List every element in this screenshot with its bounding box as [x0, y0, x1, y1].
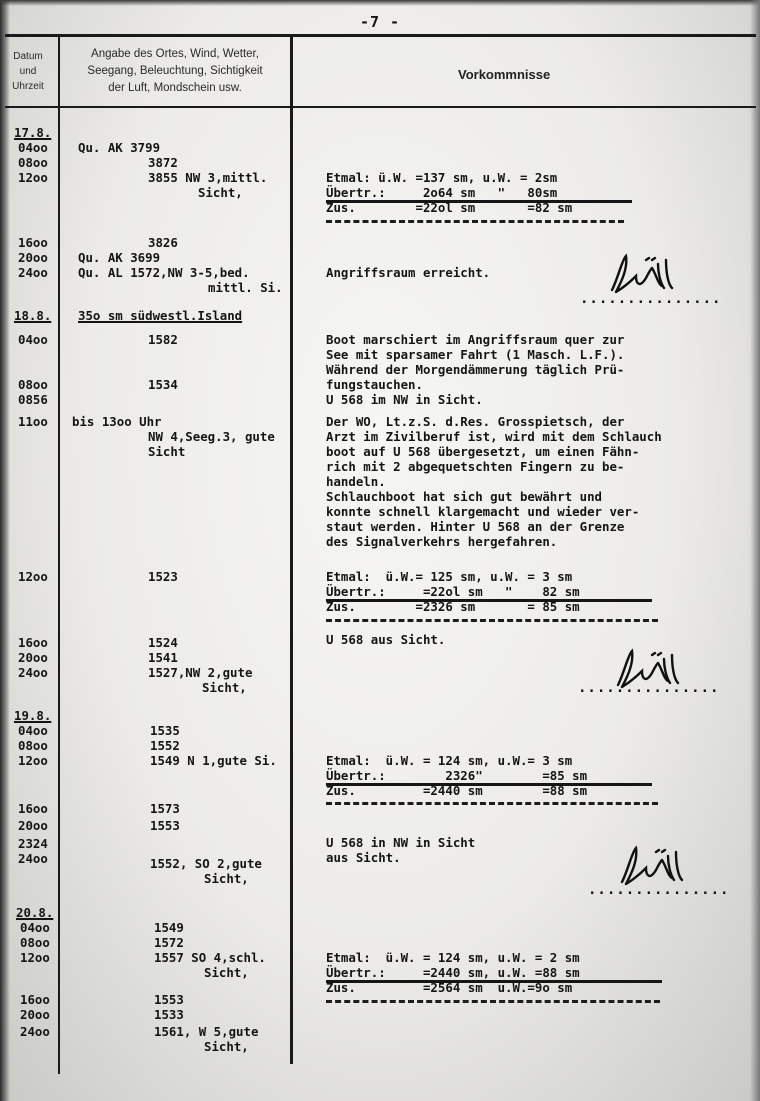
- signature-dots: ...............: [580, 291, 722, 307]
- location-row: 1553: [150, 818, 180, 833]
- column-divider-1: [58, 34, 60, 1074]
- header-col-events: Vorkommnisse: [458, 67, 551, 82]
- header-top-rule: [5, 34, 756, 37]
- event-text: boot auf U 568 übergesetzt, um einen Fähn-: [326, 444, 640, 459]
- location-row: 1549 N 1,gute Si.: [150, 753, 277, 768]
- event-text: Der WO, Lt.z.S. d.Res. Grosspietsch, der: [326, 414, 625, 429]
- time-row: 04oo: [18, 140, 48, 155]
- time-row: 24oo: [18, 265, 48, 280]
- time-row: 24oo: [18, 665, 48, 680]
- event-text: Angriffsraum erreicht.: [326, 265, 491, 280]
- location-row: 1552: [150, 738, 180, 753]
- location-row: Qu. AK 3799: [78, 140, 161, 155]
- zus-line: Zus. =2564 sm u.W.=9o sm: [326, 980, 573, 995]
- location-row: 1534: [148, 377, 178, 392]
- time-row: 12oo: [18, 753, 48, 768]
- location-row: 1549: [154, 920, 184, 935]
- location-row-cont: Sicht,: [204, 871, 249, 886]
- etmal-line: Etmal: ü.W.= 125 sm, u.W. = 3 sm: [326, 569, 573, 584]
- event-text: staut werden. Hinter U 568 an der Grenze: [326, 519, 625, 534]
- event-text: See mit sparsamer Fahrt (1 Masch. L.F.).: [326, 347, 625, 362]
- event-text: fungstauchen.: [326, 377, 423, 392]
- time-row: 24oo: [18, 851, 48, 866]
- location-row: Qu. AL 1572,NW 3-5,bed.: [78, 265, 250, 280]
- event-text: konnte schnell klargemacht und wieder ver-: [326, 504, 640, 519]
- location-row: 1552, SO 2,gute: [150, 856, 262, 871]
- time-row: 16oo: [18, 635, 48, 650]
- event-text: Während der Morgendämmerung täglich Prü-: [326, 362, 625, 377]
- event-text: handeln.: [326, 474, 386, 489]
- location-row: 1524: [148, 635, 178, 650]
- scan-edge-top: [0, 0, 760, 6]
- time-row: 20oo: [18, 650, 48, 665]
- time-row: 2324: [18, 836, 48, 851]
- scan-edge-right: [750, 0, 760, 1101]
- time-row: 12oo: [20, 950, 50, 965]
- time-row: 20oo: [18, 818, 48, 833]
- location-row: 1527,NW 2,gute: [148, 665, 253, 680]
- time-row: 16oo: [18, 801, 48, 816]
- time-row: 12oo: [18, 170, 48, 185]
- event-text: Schlauchboot hat sich gut bewährt und: [326, 489, 603, 504]
- time-row: 0856: [18, 392, 48, 407]
- scan-edge-left: [0, 0, 10, 1101]
- event-text: U 568 aus Sicht.: [326, 632, 446, 647]
- event-text: U 568 im NW in Sicht.: [326, 392, 483, 407]
- signature-dots: ...............: [588, 882, 730, 898]
- position-18-8: 35o sm südwestl.Island: [78, 308, 243, 323]
- location-row: Qu. AK 3699: [78, 250, 161, 265]
- location-row: 3826: [148, 235, 178, 250]
- location-row-cont: Sicht,: [204, 1039, 249, 1054]
- time-row: 12oo: [18, 569, 48, 584]
- time-row: 08oo: [20, 935, 50, 950]
- event-text: U 568 in NW in Sicht: [326, 835, 476, 850]
- location-row: 1523: [148, 569, 178, 584]
- time-row: 20oo: [18, 250, 48, 265]
- etmal-line: Etmal: ü.W. = 124 sm, u.W. = 2 sm: [326, 950, 580, 965]
- date-18-8: 18.8.: [14, 308, 52, 323]
- time-row: 04oo: [18, 332, 48, 347]
- location-row-cont: Sicht,: [202, 680, 247, 695]
- header-col-location: Angabe des Ortes, Wind, Wetter, Seegang, Beleuchtung, Sichtigkeit der Luft, Mondschein usw.: [87, 48, 263, 94]
- location-row: 1541: [148, 650, 178, 665]
- time-row: 04oo: [20, 920, 50, 935]
- time-row: 08oo: [18, 155, 48, 170]
- location-row-cont: Sicht,: [204, 965, 249, 980]
- event-text: des Signalverkehrs hergefahren.: [326, 534, 558, 549]
- header-col-date: Datum und Uhrzeit: [12, 51, 44, 92]
- etmal-line: Etmal: ü.W. =137 sm, u.W. = 2sm: [326, 170, 558, 185]
- column-divider-2: [290, 34, 293, 1064]
- location-row: bis 13oo Uhr: [72, 414, 162, 429]
- uebertr-line: Übertr.: =2440 sm, u.W. =88 sm: [326, 965, 580, 980]
- location-row: 1572: [154, 935, 184, 950]
- total-rule: [326, 220, 624, 223]
- signature-luth-19: [610, 842, 700, 892]
- total-rule: [326, 1000, 660, 1003]
- location-row-cont: mittl. Si.: [208, 280, 283, 295]
- time-row: 04oo: [18, 723, 48, 738]
- weather-text: Sicht: [148, 444, 186, 459]
- event-text: Arzt im Zivilberuf ist, wird mit dem Schlauch: [326, 429, 662, 444]
- location-row: 3855 NW 3,mittl.: [148, 170, 268, 185]
- date-20-8: 20.8.: [16, 905, 54, 920]
- location-row: 1553: [154, 992, 184, 1007]
- page-number: -7 -: [359, 13, 401, 31]
- time-row: 20oo: [20, 1007, 50, 1022]
- event-text: rich mit 2 abgequetschten Fingern zu be-: [326, 459, 625, 474]
- location-row-cont: Sicht,: [198, 185, 243, 200]
- zus-line: Zus. =2326 sm = 85 sm: [326, 599, 580, 614]
- uebertr-line: Übertr.: 2326" =85 sm: [326, 768, 588, 783]
- time-row: 08oo: [18, 738, 48, 753]
- time-row: 08oo: [18, 377, 48, 392]
- location-row: 1557 SO 4,schl.: [154, 950, 266, 965]
- uebertr-line: Übertr.: =22ol sm " 82 sm: [326, 584, 580, 599]
- date-17-8: 17.8.: [14, 125, 52, 140]
- etmal-line: Etmal: ü.W. = 124 sm, u.W.= 3 sm: [326, 753, 573, 768]
- header-bottom-rule: [5, 106, 756, 108]
- time-row: 16oo: [20, 992, 50, 1007]
- signature-luth-17: [600, 250, 690, 300]
- time-row: 16oo: [18, 235, 48, 250]
- event-text: aus Sicht.: [326, 850, 401, 865]
- event-text: Boot marschiert im Angriffsraum quer zur: [326, 332, 625, 347]
- location-row: 1533: [154, 1007, 184, 1022]
- weather-text: NW 4,Seeg.3, gute: [148, 429, 275, 444]
- zus-line: Zus. =22ol sm =82 sm: [326, 200, 573, 215]
- total-rule: [326, 802, 658, 805]
- time-row: 24oo: [20, 1024, 50, 1039]
- signature-luth-18: [606, 645, 696, 695]
- time-row: 11oo: [18, 414, 48, 429]
- location-row: 1561, W 5,gute: [154, 1024, 259, 1039]
- signature-dots: ...............: [578, 680, 720, 696]
- date-19-8: 19.8.: [14, 708, 52, 723]
- uebertr-line: Übertr.: 2o64 sm " 80sm: [326, 185, 558, 200]
- zus-line: Zus. =2440 sm =88 sm: [326, 783, 588, 798]
- location-row: 3872: [148, 155, 178, 170]
- location-row: 1582: [148, 332, 178, 347]
- total-rule: [326, 619, 658, 622]
- location-row: 1573: [150, 801, 180, 816]
- location-row: 1535: [150, 723, 180, 738]
